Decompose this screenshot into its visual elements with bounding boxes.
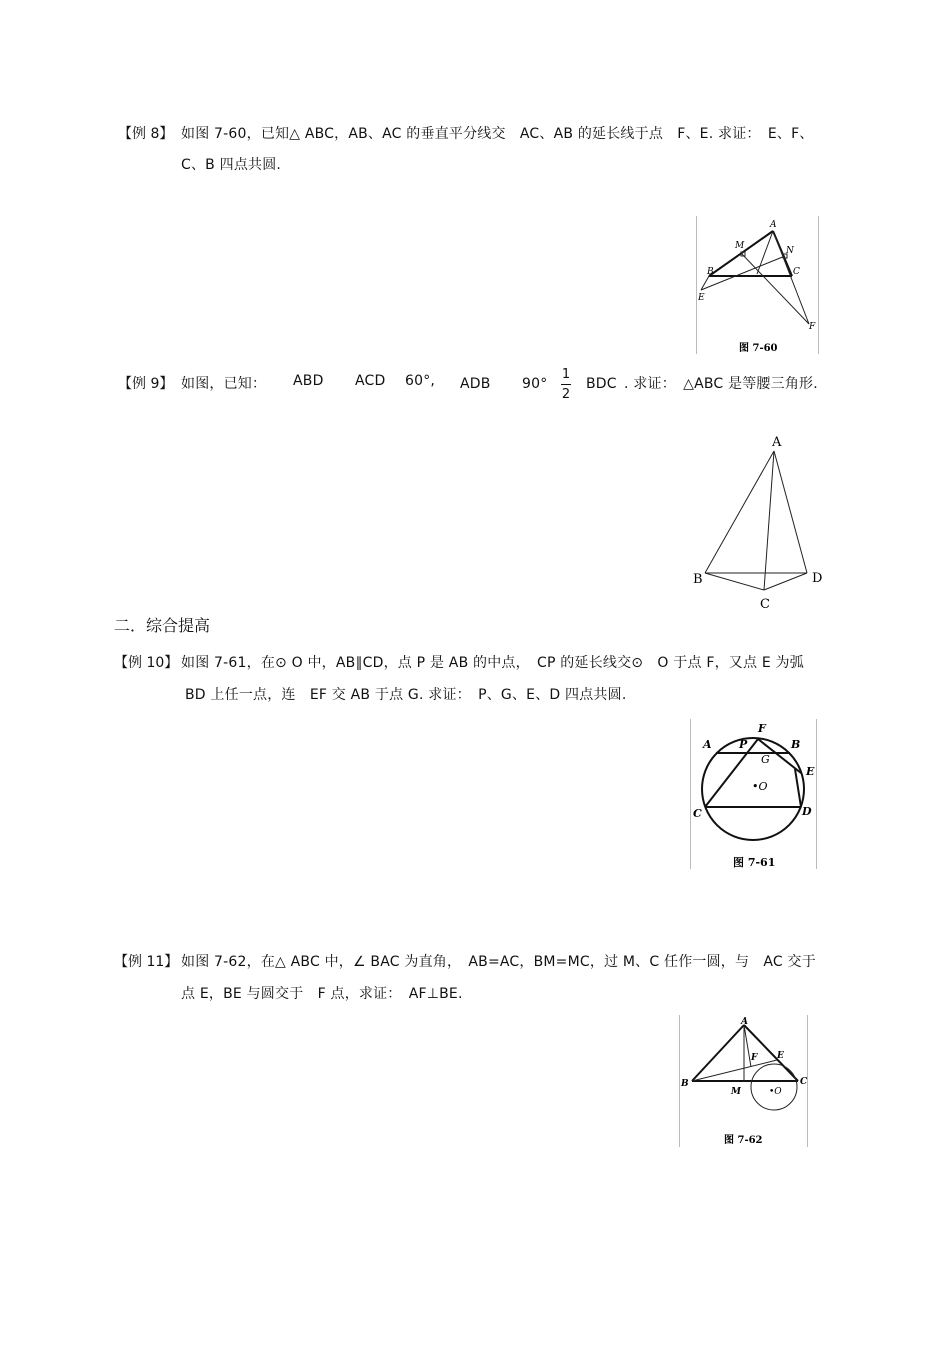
fraction-bar (561, 384, 571, 385)
label-E: E (777, 1051, 784, 1061)
figure-7-60 (696, 216, 819, 354)
label-F: F (758, 722, 766, 735)
example-9-fraction (559, 367, 573, 402)
label-A: A (741, 1017, 748, 1027)
example-10-label: 【例 10】 (114, 655, 179, 671)
example-9-label: 【例 9】 (118, 376, 174, 392)
label-E: E (698, 293, 705, 303)
example-9-term-bdc: BDC (586, 376, 617, 392)
label-M: M (735, 241, 745, 251)
figure-7-60-caption: 图 7-60 (739, 343, 778, 354)
label-B: B (693, 572, 703, 587)
example-9-prefix: 如图，已知： (181, 376, 267, 392)
figure-example-9-drawing (686, 430, 832, 612)
label-C: C (760, 597, 770, 612)
example-8-line-1: 如图 7-60，已知△ ABC，AB、AC 的垂直平分线交 AC、AB 的延长线于点 F、E. 求证： E、F、 (181, 126, 814, 142)
example-11-label: 【例 11】 (114, 954, 179, 970)
figure-7-62 (679, 1015, 808, 1147)
fraction-denominator: 2 (561, 387, 571, 402)
label-O: •O (769, 1087, 782, 1097)
label-G: G (761, 753, 770, 766)
fraction-numerator: 1 (561, 367, 571, 382)
figure-7-61 (690, 719, 817, 869)
example-11-line-2: 点 E，BE 与圆交于 F 点，求证： AF⊥BE. (181, 986, 463, 1002)
label-C: C (693, 807, 702, 820)
label-A: A (772, 435, 782, 450)
label-M: M (731, 1087, 741, 1097)
label-B: B (791, 738, 801, 751)
label-D: D (802, 805, 812, 818)
example-9-term-acd: ACD (355, 373, 386, 389)
label-F: F (809, 322, 816, 332)
figure-example-9 (686, 430, 832, 612)
figure-7-61-caption: 图 7-61 (733, 856, 776, 869)
label-N: N (786, 246, 794, 256)
label-A: A (703, 738, 712, 751)
figure-7-61-drawing (691, 719, 816, 869)
example-9-suffix: . 求证： △ABC 是等腰三角形. (624, 376, 818, 392)
label-A: A (770, 220, 777, 230)
label-F: F (751, 1053, 758, 1063)
example-11-line-1: 如图 7-62，在△ ABC 中，∠ BAC 为直角， AB=AC，BM=MC，过 M、C 任作一圆，与 AC 交于 (181, 954, 816, 970)
example-9-term-adb: ADB (460, 376, 491, 392)
section-2-title: 二．综合提高 (114, 616, 211, 635)
label-O: •O (752, 780, 768, 793)
label-B: B (681, 1079, 689, 1089)
label-D: D (812, 571, 823, 586)
example-8-line-2: C、B 四点共圆. (181, 157, 282, 173)
figure-7-62-caption: 图 7-62 (724, 1135, 763, 1146)
example-10-line-2: BD 上任一点，连 EF 交 AB 于点 G. 求证： P、G、E、D 四点共圆. (185, 687, 627, 703)
figure-7-60-drawing (697, 216, 818, 354)
figure-7-62-drawing (680, 1015, 807, 1147)
label-P: P (739, 738, 748, 751)
example-8-label: 【例 8】 (118, 126, 174, 142)
label-B: B (707, 267, 714, 277)
label-C: C (793, 267, 800, 277)
label-C: C (800, 1077, 807, 1087)
example-9-value-60: 60°, (405, 373, 436, 389)
label-E: E (806, 765, 815, 778)
example-10-line-1: 如图 7-61，在⊙ O 中，AB∥CD，点 P 是 AB 的中点， CP 的延长线交⊙ O 于点 F，又点 E 为弧 (181, 655, 804, 671)
example-9-term-abd: ABD (293, 373, 324, 389)
example-9-value-90: 90° (522, 376, 548, 392)
